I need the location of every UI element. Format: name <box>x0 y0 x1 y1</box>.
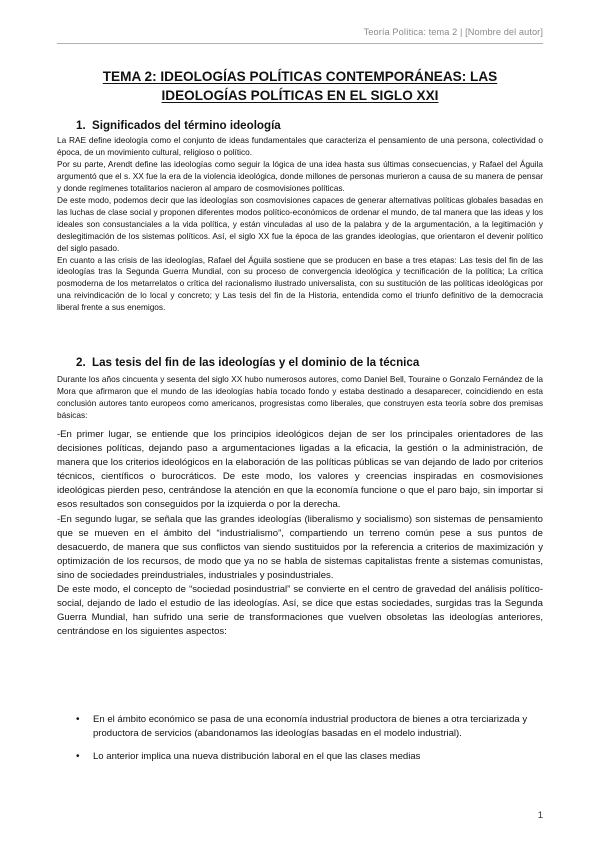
section-2-title: Las tesis del fin de las ideologías y el dominio de la técnica <box>92 356 420 369</box>
section-2-paragraph: -En primer lugar, se entiende que los principios ideológicos dejan de ser los principales orientadores de las decisiones políticas, dejando paso a argumentaciones ligadas a la eficacia, la gestión o la administración, de manera que los criterios ideológicos en la elaboración de las políticas públicas se van dejando de lado por criterios técnicos, científicos o burocráticos. De este modo, los valores y creencias inspiradas en cosmovisiones ideológicas pierden peso, centrándose la atención en que la economía funcione o que el paro bajo, sin importar si esos resultados son conseguidos por la izquierda o por la derecha. <box>57 429 543 511</box>
bullet-text: Lo anterior implica una nueva distribución laboral en el que las clases medias <box>93 750 421 762</box>
section-2-body <box>57 428 543 639</box>
section-2-heading <box>76 356 419 369</box>
section-1-paragraph: En cuanto a las crisis de las ideologías, Rafael del Águila sostiene que se producen en base a tres etapas: Las tesis del fin de las ideologías tras la Segunda Guerra Mundial, con su proceso de convergencia ideológica y tecnificación de la política; La crítica posmoderna de los metarrelatos o crítica del racionalismo ilustrado universalista, con su sustitución de las políticas ideológicas por una reivindicación de lo local y concreto; y Las tesis del fin de la Historia, entendida como el triunfo definitivo de la democracia liberal frente a sus enemigos. <box>57 254 543 313</box>
section-1-paragraph: De este modo, podemos decir que las ideologías son cosmovisiones capaces de generar alternativas políticas globales basadas en las luchas de clase social y proponen diferentes modos político-económicos de ordenar el mundo, de tal manera que las ideas y los ideales son consustanciales a la vida política, y están vinculadas al uso de la palabra y de la argumentación, a la legitimación y deslegitimación de los sistemas políticos. Así, el siglo XX fue la época de las grandes ideologías, que orientaron el devenir político del siglo pasado. <box>57 194 543 253</box>
page-title <box>57 67 543 105</box>
section-1-body <box>57 135 543 314</box>
section-2-paragraph: -En segundo lugar, se señala que las grandes ideologías (liberalismo y socialismo) son sistemas de pensamiento que se mueven en el ámbito del “industrialismo”, compartiendo un terreno común pese a sus puntos de desacuerdo, de manera que sus conflictos van siendo sustituidos por la referencia a criterios de maximización y optimización de los recursos, de modo que ya no se habla de sistemas capitalistas frente a sistemas comunistas, sino de sociedades preindustriales, industriales y posindustriales. <box>57 513 543 581</box>
bullet-item <box>76 750 543 764</box>
section-1-paragraph: La RAE define ideología como el conjunto de ideas fundamentales que caracteriza el pensamiento de una persona, colectividad o época, de un movimiento cultural, religioso o político. <box>57 135 543 157</box>
title-line-2: IDEOLOGÍAS POLÍTICAS EN EL SIGLO XXI <box>161 88 439 103</box>
bullet-icon: • <box>76 714 80 725</box>
section-1-paragraph: Por su parte, Arendt define las ideologías como seguir la lógica de una idea hasta sus últimas consecuencias, y Rafael del Águila argumentó que el s. XX fue la era de la violencia ideológica, donde millones de personas murieron a causa de su manera de pensar y donde regímenes totalitarios nacieron al amparo de cosmovisiones políticas. <box>57 158 543 193</box>
bullet-list <box>76 713 543 772</box>
header-divider <box>57 43 543 44</box>
section-2-intro-paragraph: Durante los años cincuenta y sesenta del siglo XX hubo numerosos autores, como Daniel Bell, Touraine o Gonzalo Fernández de la Mora que afirmaron que el mundo de las ideologías había tocado fondo y estaba destinado a desaparecer, coincidiendo en esta conclusión autores tanto europeos como americanos, progresistas como liberales, que construyen esta teoría sobre dos premisas básicas: <box>57 374 543 420</box>
bullet-item <box>76 713 543 742</box>
section-2-number: 2. <box>76 356 86 369</box>
page-number: 1 <box>537 810 543 821</box>
running-header: Teoría Política: tema 2 | [Nombre del autor] <box>363 27 543 37</box>
bullet-icon: • <box>76 750 80 762</box>
section-2-paragraph: De este modo, el concepto de “sociedad posindustrial” se convierte en el centro de gravedad del análisis político-social, dejando de lado el estudio de las ideologías. Así, se dice que estas sociedades, surgidas tras la Segunda Guerra Mundial, han sufrido una serie de transformaciones que vuelven obsoletas las ideologías anteriores, centrándose en los siguientes aspectos: <box>57 584 543 638</box>
title-line-1: TEMA 2: IDEOLOGÍAS POLÍTICAS CONTEMPORÁNEAS: LAS <box>102 69 498 84</box>
section-2-intro <box>57 374 543 422</box>
section-1-number: 1. <box>76 119 86 132</box>
section-1-heading <box>76 119 281 132</box>
bullet-text: En el ámbito económico se pasa de una economía industrial productora de bienes a otra terciarizada y productora de servicios (abandonamos las ideologías basadas en el modelo industrial). <box>93 714 528 740</box>
section-1-title: Significados del término ideología <box>92 119 281 132</box>
